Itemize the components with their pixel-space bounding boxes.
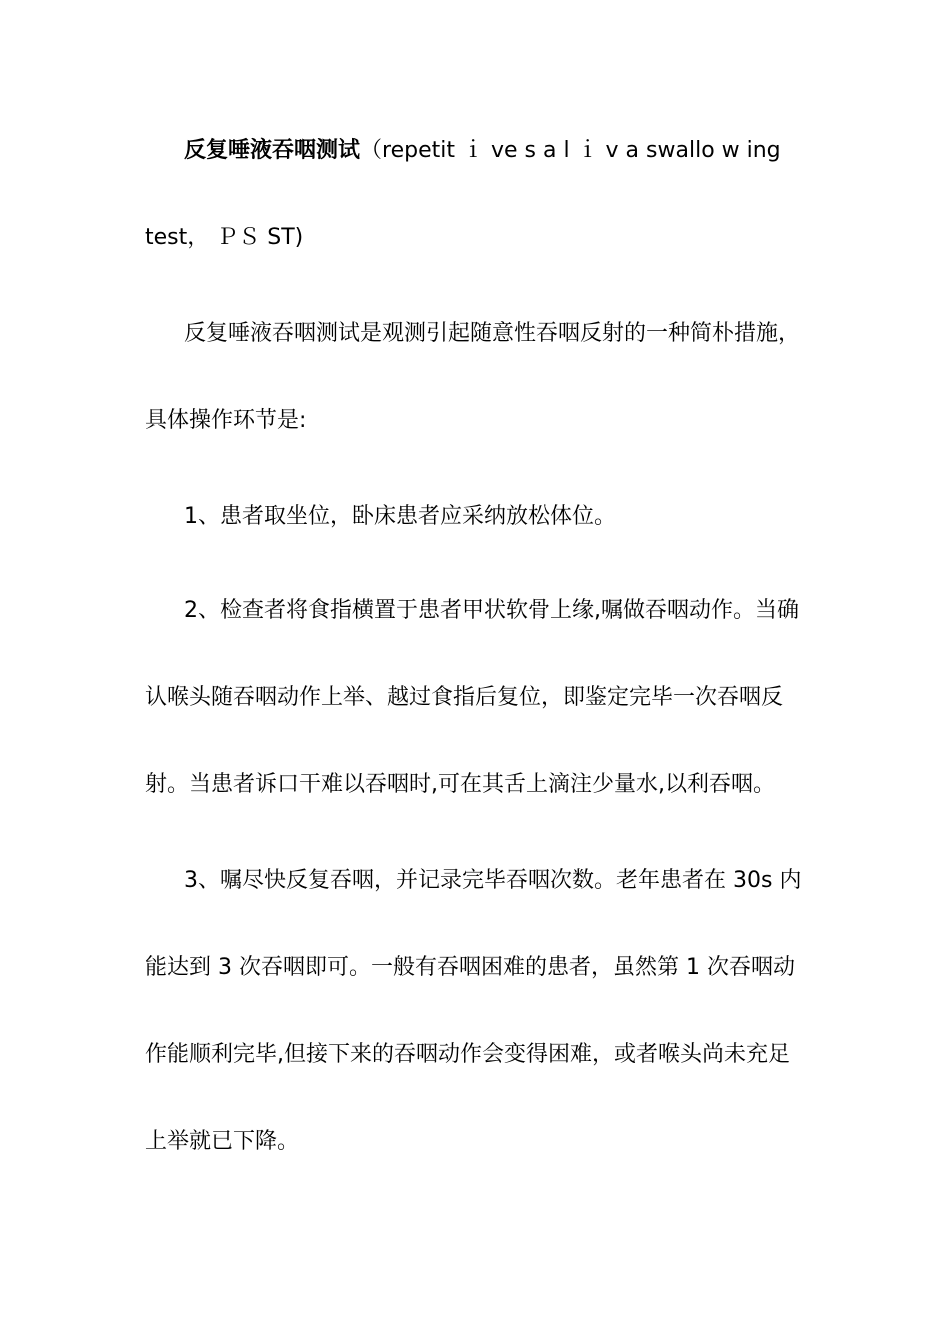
document-title-en: （repetit ｉ ve s a l ｉ v a swallo w ing	[360, 138, 781, 163]
step-2-line-3: 射。当患者诉口干难以吞咽时,可在其舌上滴注少量水,以利吞咽。	[145, 772, 775, 797]
document-title-cn: 反复唾液吞咽测试	[184, 138, 361, 163]
step-3-line-3: 作能顺利完毕,但接下来的吞咽动作会变得困难，或者喉头尚未充足	[145, 1042, 790, 1067]
step-1-line-1: 1、患者取坐位，卧床患者应采纳放松体位。	[184, 504, 616, 529]
step-2-line-2: 认喉头随吞咽动作上举、越过食指后复位，即鉴定完毕一次吞咽反	[145, 685, 784, 710]
step-2-line-1: 2、检查者将食指横置于患者甲状软骨上缘,嘱做吞咽动作。当确	[184, 598, 799, 623]
paragraph-intro-line-2: 具体操作环节是:	[145, 408, 307, 433]
document-title-line-1	[184, 136, 781, 166]
step-3-line-1: 3、嘱尽快反复吞咽，并记录完毕吞咽次数。老年患者在 30s 内	[184, 868, 802, 893]
document-title-line-2: test， ＰＳ ST)	[145, 225, 304, 250]
step-3-line-2: 能达到 3 次吞咽即可。一般有吞咽困难的患者，虽然第 1 次吞咽动	[145, 955, 795, 980]
paragraph-intro-line-1: 反复唾液吞咽测试是观测引起随意性吞咽反射的一种简朴措施，	[184, 321, 801, 346]
step-3-line-4: 上举就已下降。	[145, 1129, 300, 1154]
